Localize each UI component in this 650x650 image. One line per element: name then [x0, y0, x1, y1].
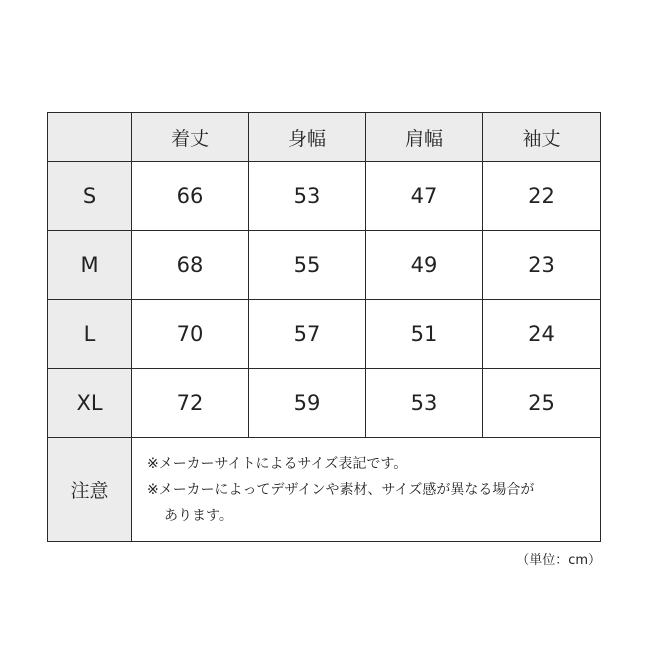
size-chart-table — [47, 112, 601, 542]
table-row — [48, 369, 601, 438]
table-row — [48, 162, 601, 231]
cell-value: 23 — [483, 231, 601, 300]
size-label: L — [48, 300, 132, 369]
cell-value: 55 — [249, 231, 366, 300]
header-body-width: 身幅 — [249, 113, 366, 162]
cell-value: 24 — [483, 300, 601, 369]
header-length: 着丈 — [132, 113, 249, 162]
table-row — [48, 231, 601, 300]
cell-value: 66 — [132, 162, 249, 231]
cell-value: 51 — [366, 300, 483, 369]
size-label: S — [48, 162, 132, 231]
notes-body — [132, 438, 601, 542]
cell-value: 72 — [132, 369, 249, 438]
cell-value: 53 — [366, 369, 483, 438]
cell-value: 57 — [249, 300, 366, 369]
size-label: XL — [48, 369, 132, 438]
corner-cell — [48, 113, 132, 162]
note-line: あります。 — [164, 507, 233, 524]
cell-value: 22 — [483, 162, 601, 231]
notes-row — [48, 438, 601, 542]
cell-value: 70 — [132, 300, 249, 369]
cell-value: 25 — [483, 369, 601, 438]
unit-note: （単位：cm） — [516, 553, 601, 568]
cell-value: 59 — [249, 369, 366, 438]
notes-label: 注意 — [48, 438, 132, 542]
size-label: M — [48, 231, 132, 300]
header-shoulder-width: 肩幅 — [366, 113, 483, 162]
cell-value: 53 — [249, 162, 366, 231]
note-line: ※メーカーによってデザインや素材、サイズ感が異なる場合が — [147, 481, 535, 498]
table-row — [48, 300, 601, 369]
note-line: ※メーカーサイトによるサイズ表記です。 — [147, 455, 408, 472]
header-sleeve-length: 袖丈 — [483, 113, 601, 162]
header-row — [48, 113, 601, 162]
cell-value: 49 — [366, 231, 483, 300]
cell-value: 47 — [366, 162, 483, 231]
cell-value: 68 — [132, 231, 249, 300]
